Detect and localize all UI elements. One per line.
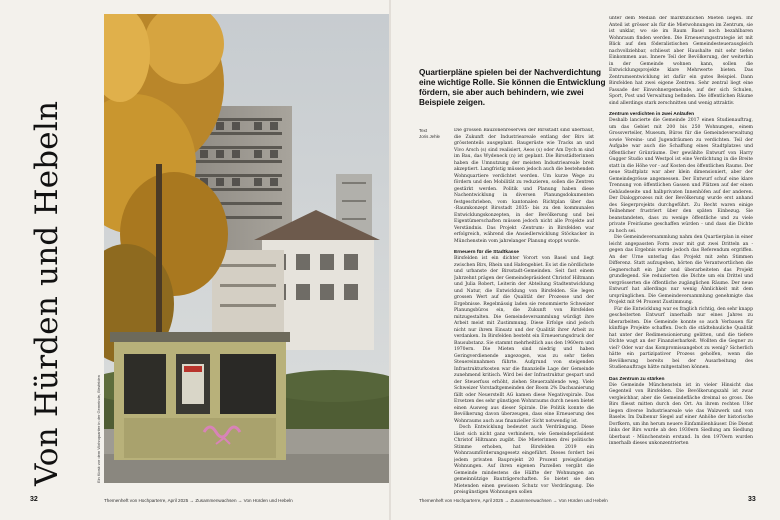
kiosk-illustration bbox=[104, 14, 389, 483]
body-paragraph: Für die Entwicklung war es fraglich richtig, den sehr knapp gescheiterten Entwurf innerhalb nur eines Jahres zu überarbeiten. Die Gemeinde konnte so auch Verbauen für künftige Projekte schaffen. Doch die städtebauliche Qualität hat unter der Redimensionierung gelitten, und die tiefere Dichte wagt an der Finanzierbarkeit. Wollten die Gegner zu viel? Oder war das Kompromissangebot zu wenig? Sicherlich hätte ein partizipativer Prozess geholfen, wenn die Bevölkerung bereits bei der Ausarbeitung des Studienauftrags hätte mitgestalten können. bbox=[609, 306, 753, 370]
section-heading: Zentrum verdichten in zwei Anläufen bbox=[609, 112, 695, 117]
kiosk-photo bbox=[104, 14, 389, 483]
photo-credit: Ein Kiosk vor dem Wohnquartier in der Gemeinde, Birsfelden bbox=[96, 375, 101, 483]
body-paragraph: Birsfelden ist ein dichter Vorort von Basel und liegt zwischen Birs, Rhein und Hafengebiet. Es ist die nördlichste und urbanste der Birsstadt-Gemeinden. Seit fast einem Jahrzehnt prägen der Gemeindepräsident Christof Hiltmann und Julia Robert, Leiterin der Abteilung Stadtentwicklung und Natur, die Entwicklung von Birsfelden. Sie legen grossen Wert auf die Qualität der Prozesse und der Ergebnisse. Regelmässig laden sie renommierte Schweizer Planungsbüros ein, die Zukunft von Birsfelden mitzugestalten. Die Gemeindeversammlung würdigt ihre Arbeit meist mit Zustimmung. Diese Erfolge sind jedoch nicht nur ihrem Einsatz und der Qualität ihrer Arbeit zu verdanken. In Birsfelden besteht ein Erneuerungsdruck der Bausubstanz. Sie stammt mehrheitlich aus den 1960ern und 1970ern. Die Mieten sind niedrig und haben Geringverdienende angezogen, was zu sehr tiefen Steuereinnahmen führte. Aufgrund von steigenden Infrastrukturkosten war die finanzielle Lage der Gemeinde zunehmend kritisch. Wird bei der Infrastruktur gespart und der Steuerfuss erhöht, ziehen Steuerzahlende weg. Viele Schweizer Vorstadtgemeinden der Boom 2% Dachsanierung fällt oder Neuerstellt AG kamen diese Negativspirale. Das Ersetzen des sehr günstigen Wohnraums durch neuen bietet einen Ausweg aus dieser Spirale. Die Politik konnte die Bevölkerung davon überzeugen, dass eine Erneuerung des Wohnraums auch aus finanzieller Sicht notwendig ist. bbox=[454, 256, 594, 424]
article-lead: Quartierpläne spielen bei der Nachverdichtung eine wichtige Rolle. Sie können die Entwicklung fördern, sie aber auch behindern, wie zwei Beispiele zeigen. bbox=[419, 68, 606, 107]
section-heading: Erneuern für die Stadtkasse bbox=[454, 250, 519, 255]
footer-right: Themenheft von Hochparterre, April 2025 → Zusammenwachsen → Von Hürden und Hebeln bbox=[419, 498, 608, 503]
text-column-2 bbox=[609, 16, 753, 505]
byline-author: Joris Jehle bbox=[419, 134, 440, 139]
body-paragraph: Die Gemeinde Münchenstein ist in vieler Hinsicht das Gegenteil von Birsfelden. Die Bevölkerungszahl ist zwar vergleichbar, aber die Gemeindefläche dreimal so gross. Die Birs fliesst mitten durch den Ort. An ihrem rechten Ufer liegen diverse Industrieareale wie das Walzwerk und von Baselw. Im Dalbenur Siegel auf einer Anhöhe der historische Dorfkern, um ihn herum neuere Einfamilienhäuser. Die Dienst links der Birs wurde ab den 1930ern Siedlung am Siedlung überbaut - Münchenstein erstand. In den 1970ern wurden innerhalb dieses unkonzentrierten bbox=[609, 382, 753, 446]
page-number-left: 32 bbox=[30, 496, 38, 503]
body-paragraph: Die grossen Bauzonenreserven der Birsstadt sind überbaut, die Zukunft der Industrieareale entlang der Birs ist grösstenteils ausgeplant. Baugerüste wie Tracks an und Vivo Arsch (s) sind realisiert, Aeos (s) oder Am Dych m sind im Bau, das Wydeneck (n) ist geplant. Die Birsstädterinnen haben die Umnutzung der meisten Industrieareale breit akzeptiert. Langfristig müssen jedoch auch die bestehenden Wohnquartiere verdichtet werden. Um kurze Wege zu fördern und den Mobilität zu reduzieren, sollen die Zentren gestärkt werden. Politik und Planung haben diese Nachentwicklung in diversen Planungsdokumenten festgeschrieben, vom kantonalen Richtplan über das ‹Raumkonzept Birsstadt 2035› bis zu den kommunalen Entwicklungskonzepten, in der Bevölkerung und bei Eigentümerschaften müssen jedoch nicht alle Projekte auf Verständnis. Das Projekt ‹Zentrum› in Birsfelden war erfolgreich, während die Ansiedlerwicklung Stöckacker in Münchenstein vom jahrelanger Planung stoppt wurde. bbox=[454, 128, 594, 244]
body-paragraph: Die Gemeindeversammlung nahm den Quartierplan in einer leicht angepassten Form zwar mit gut zwei Dritteln an - gegen das Ergebnis wurde jedoch das Referendum ergriffen. An der Urne unterlag das Projekt mit zehn Stimmen Differenz. Statt aufzugeben, hörten die Verantwortlichen die Gegnerschaft ein Jahr und überarbeiteten das Projekt grundlegend. Sie reduzierten die Dichte um ein Drittel und vergrösserten die öffentliche zugänglichen Räume. Der neue Entwurf hat allerdings nur wenig Ähnlichkeit mit dem ursprünglichen. Die Gemeindeversammlung genehmigte das Projekt mit 94 Prozent Zustimmung. bbox=[609, 235, 753, 305]
article-title: Von Hürden und Hebeln bbox=[29, 100, 65, 486]
body-paragraph: Doch Entwicklung bedeutet auch Verdrängung. Diese lässt sich nicht ganz verhindern, wie Gemeindepräsident Christof Hiltmann zugibt. Die Mieterinnen drei politische Stimme erhoben, hat Birsfelden 2019 ein Wohnraumförderungsgesetz eingeführt. Dieses fordert bei jedem privaten Bauprojekt 20 Prozent preisgünstige Wohnungen. Auf ihren eigenen Parzellen vergibt die Gemeinde mindestens die Hälfte der Wohnungen an gemeinnützige Bauträgerschaften. So bietet sie den Mietenden einen gewissen Schutz vor Verdrängung. Die preisgünstigen Wohnungen sollen bbox=[454, 425, 594, 495]
section-heading: Das Zentrum zu stärken bbox=[609, 376, 665, 382]
byline bbox=[419, 128, 449, 140]
spread-gutter bbox=[389, 0, 391, 520]
byline-label: Text bbox=[419, 128, 428, 133]
body-paragraph: Deshalb lancierte die Gemeinde 2017 einen Studienauftrag, um das Gebiet mit 200 bis 250 Wohnungen, einem Grossverteiler, Museum, Büros für die Gemeindeverwaltung sowie Vereins- und Jugendräumen zu verdichten. Teil der Aufgabe war auch die Schaffung eines Stadtplatzes und öffentlicher Grünräume. Der gewählte Entwurf von Harry Gugger Studio und Westpol ist eine Verdichtung in die Breite statt in die Höhe vor - auf Kosten des öffentlichen Raums. Der neue Stadtplatz war aber klein dimensioniert, aber der Gemeindegrösse angemessen. Der Entwurf schuf eine klare Trennung von öffentlichen Gassen und Plätzen auf der einen Gebäudeseite und halbprivaten Innenhöfen auf der anderen. Der Dialogprozess mit der Bevölkerung wurde erst anhand des Siegerprojekts durchgeführt. Zu Recht waren einige Teilnehmer frustriert über den späten Einbezug. Sie beanstandeten, dass zu wenige öffentliche und zu viele private Freiräume geschaffen würden - und dass die Dichte zu hoch sei. bbox=[609, 118, 753, 234]
footer-left: Themenheft von Hochparterre, April 2025 → Zusammenwachsen → Von Hürden und Hebeln bbox=[104, 498, 293, 503]
text-column-1 bbox=[454, 128, 594, 506]
page-number-right: 33 bbox=[748, 496, 756, 503]
body-paragraph: unter dem Median der marktüblichen Mieten liegen. Ihr Anteil ist grösser als für die Mietwohnungen im Zentrum, sie ist unklar, wo sie im Raum Basel noch bezahlbaren Wohnraum finden werden. Die Erneuerungsstrategie ist mit Blick auf den föderalistischen Gemeindesteuerausgleich nachvollziehbar, schliesst aber Haushalte mit sehr tiefen Einkommen aus. Innere Teil der Bevölkerung, der weiterhin in der Gemeinde wohnen kann, sollen die Entwicklungsprojekte klare Mehrwerte bieten. Das Zentrumsentwicklung ist dafür ein gutes Beispiel. Dann Birsfelden hat zwei eigene Zentren. Sehr zentral liegt eine Fassade der Einwohnergemeinde, auf der sich Schulen, Sport, Post und Verwaltung befinden. Die öffentlichen Räume sind allerdings stark zerschnitten und wenig attraktiv. bbox=[609, 16, 753, 106]
